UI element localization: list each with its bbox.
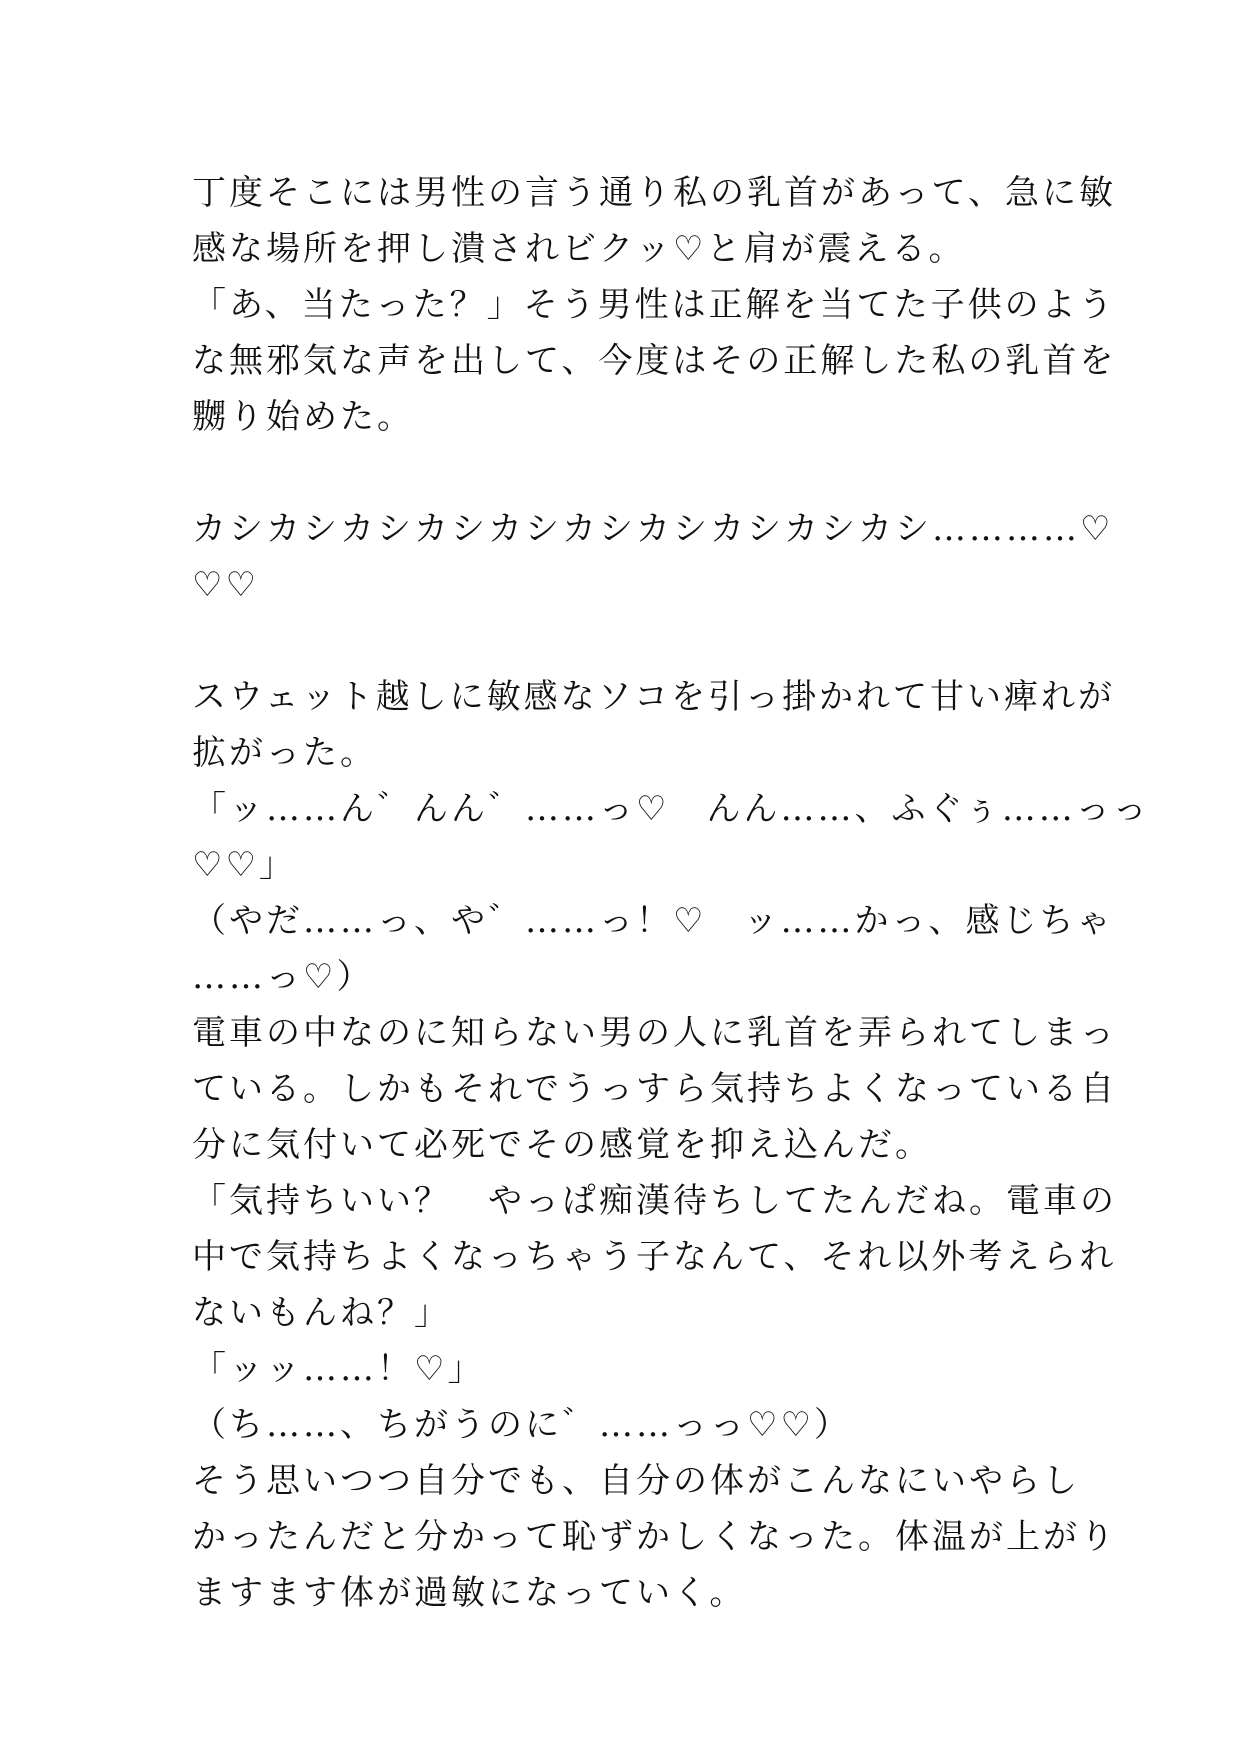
text-line: 感な場所を押し潰されビクッ♡と肩が震える。 bbox=[192, 229, 966, 269]
text-line: ますます体が過敏になっていく。 bbox=[192, 1573, 747, 1613]
text-line: スウェット越しに敏感なソコを引っ掛かれて甘い痺れが bbox=[192, 677, 1115, 717]
text-line: 分に気付いて必死でその感覚を抑え込んだ。 bbox=[192, 1125, 932, 1165]
text-line: （やだ……っ、や゛……っ！♡ ッ……かっ、感じちゃ bbox=[192, 901, 1114, 941]
text-line: ……っ♡） bbox=[192, 957, 374, 997]
text-line: 嬲り始めた。 bbox=[192, 397, 414, 437]
body-text bbox=[192, 165, 1150, 1621]
text-line: 中で気持ちよくなっちゃう子なんて、それ以外考えられ bbox=[192, 1237, 1117, 1277]
text-line: な無邪気な声を出して、今度はその正解した私の乳首を bbox=[192, 341, 1117, 381]
text-line: 「気持ちいい？ やっぱ痴漢待ちしてたんだね。電車の bbox=[192, 1181, 1117, 1221]
text-line: ♡♡」 bbox=[192, 845, 296, 885]
text-line: 電車の中なのに知らない男の人に乳首を弄られてしまっ bbox=[192, 1013, 1117, 1053]
text-line: かったんだと分かって恥ずかしくなった。体温が上がり bbox=[192, 1517, 1117, 1557]
text-line: そう思いつつ自分でも、自分の体がこんなにいやらし bbox=[192, 1461, 1080, 1501]
text-line: ないもんね？」 bbox=[192, 1293, 451, 1333]
blank-line bbox=[192, 613, 1072, 669]
text-line: 「ッッ……！♡」 bbox=[192, 1349, 485, 1389]
text-line: カシカシカシカシカシカシカシカシカシカシ…………♡ bbox=[192, 509, 1114, 549]
text-line: ♡♡ bbox=[192, 565, 259, 605]
text-line: 丁度そこには男性の言う通り私の乳首があって、急に敏 bbox=[192, 173, 1116, 213]
text-line: （ち……、ちがうのに゛……っっ♡♡） bbox=[192, 1405, 851, 1445]
text-line: 「あ、当たった？」そう男性は正解を当てた子供のよう bbox=[192, 285, 1116, 325]
text-line: 「ッ……ん゛んん゛……っ♡ んん……、ふぐぅ……っっ bbox=[192, 789, 1150, 829]
blank-line bbox=[192, 445, 1072, 501]
text-line: ている。しかもそれでうっすら気持ちよくなっている自 bbox=[192, 1069, 1117, 1109]
text-line: 拡がった。 bbox=[192, 733, 377, 773]
